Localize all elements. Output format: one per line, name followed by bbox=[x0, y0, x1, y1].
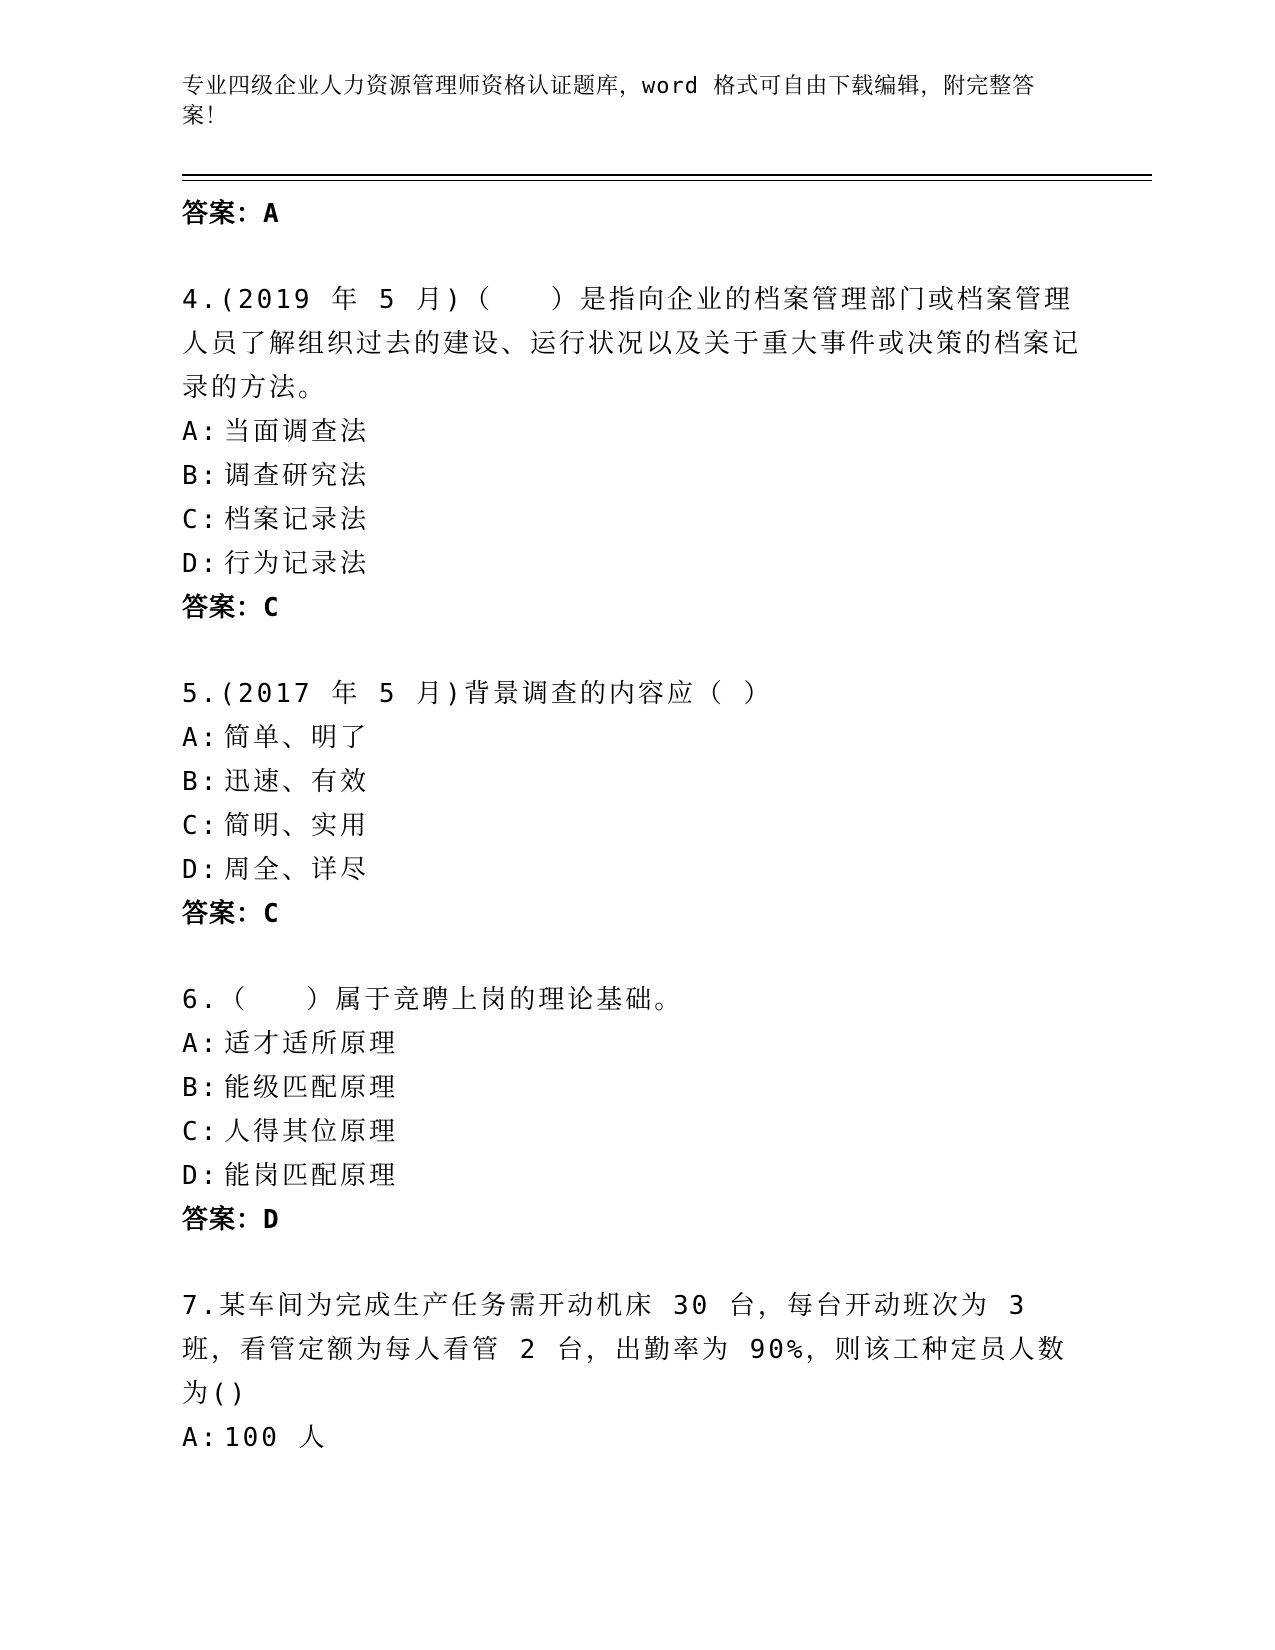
answer-line: 答案：D bbox=[182, 1205, 280, 1235]
spacer bbox=[182, 630, 1082, 672]
option-key: A: bbox=[182, 1029, 220, 1059]
option-a bbox=[182, 1022, 1082, 1066]
option-key: A: bbox=[182, 417, 220, 447]
option-text: 能级匹配原理 bbox=[224, 1073, 399, 1103]
question-list bbox=[182, 192, 1082, 1460]
option-b bbox=[182, 1066, 1082, 1110]
option-text: 行为记录法 bbox=[224, 549, 370, 579]
question-stem: 6.（ ）属于竞聘上岗的理论基础。 bbox=[182, 985, 684, 1015]
answer-line: 答案：A bbox=[182, 199, 280, 229]
option-key: B: bbox=[182, 461, 220, 491]
option-d bbox=[182, 542, 1082, 586]
question-block bbox=[182, 1284, 1082, 1460]
option-key: B: bbox=[182, 767, 220, 797]
option-key: A: bbox=[182, 1423, 220, 1453]
option-a bbox=[182, 1416, 1082, 1460]
option-key: D: bbox=[182, 1161, 220, 1191]
question-stem: 4.(2019 年 5 月)（ ）是指向企业的档案管理部门或档案管理人员了解组织过去的建设、运行状况以及关于重大事件或决策的档案记录的方法。 bbox=[182, 285, 1082, 403]
option-text: 调查研究法 bbox=[224, 461, 370, 491]
option-text: 人得其位原理 bbox=[224, 1117, 399, 1147]
option-a bbox=[182, 410, 1082, 454]
option-text: 迅速、有效 bbox=[224, 767, 370, 797]
option-key: C: bbox=[182, 811, 220, 841]
option-text: 周全、详尽 bbox=[224, 855, 370, 885]
option-text: 能岗匹配原理 bbox=[224, 1161, 399, 1191]
question-stem: 7.某车间为完成生产任务需开动机床 30 台，每台开动班次为 3 班，看管定额为每人看管 2 台，出勤率为 90%，则该工种定员人数为() bbox=[182, 1291, 1067, 1409]
option-text: 适才适所原理 bbox=[224, 1029, 399, 1059]
option-text: 当面调查法 bbox=[224, 417, 370, 447]
document-header: 专业四级企业人力资源管理师资格认证题库，word 格式可自由下载编辑，附完整答案！ bbox=[182, 74, 1036, 129]
header-rule-thick bbox=[182, 174, 1152, 176]
option-c bbox=[182, 498, 1082, 542]
question-block bbox=[182, 978, 1082, 1242]
spacer bbox=[182, 936, 1082, 978]
option-text: 档案记录法 bbox=[224, 505, 370, 535]
question-stem: 5.(2017 年 5 月)背景调查的内容应（ ） bbox=[182, 679, 773, 709]
answer-line: 答案：C bbox=[182, 899, 280, 929]
option-d bbox=[182, 1154, 1082, 1198]
spacer bbox=[182, 236, 1082, 278]
spacer bbox=[182, 1242, 1082, 1284]
answer-line: 答案：C bbox=[182, 593, 280, 623]
option-c bbox=[182, 804, 1082, 848]
option-text: 简单、明了 bbox=[224, 723, 370, 753]
option-key: C: bbox=[182, 505, 220, 535]
option-key: A: bbox=[182, 723, 220, 753]
option-key: D: bbox=[182, 549, 220, 579]
option-key: D: bbox=[182, 855, 220, 885]
option-key: B: bbox=[182, 1073, 220, 1103]
question-block bbox=[182, 672, 1082, 936]
option-key: C: bbox=[182, 1117, 220, 1147]
header-rule-thin bbox=[182, 180, 1152, 181]
option-b bbox=[182, 760, 1082, 804]
option-d bbox=[182, 848, 1082, 892]
option-a bbox=[182, 716, 1082, 760]
option-c bbox=[182, 1110, 1082, 1154]
option-b bbox=[182, 454, 1082, 498]
option-text: 简明、实用 bbox=[224, 811, 370, 841]
question-block bbox=[182, 278, 1082, 630]
option-text: 100 人 bbox=[224, 1423, 328, 1453]
